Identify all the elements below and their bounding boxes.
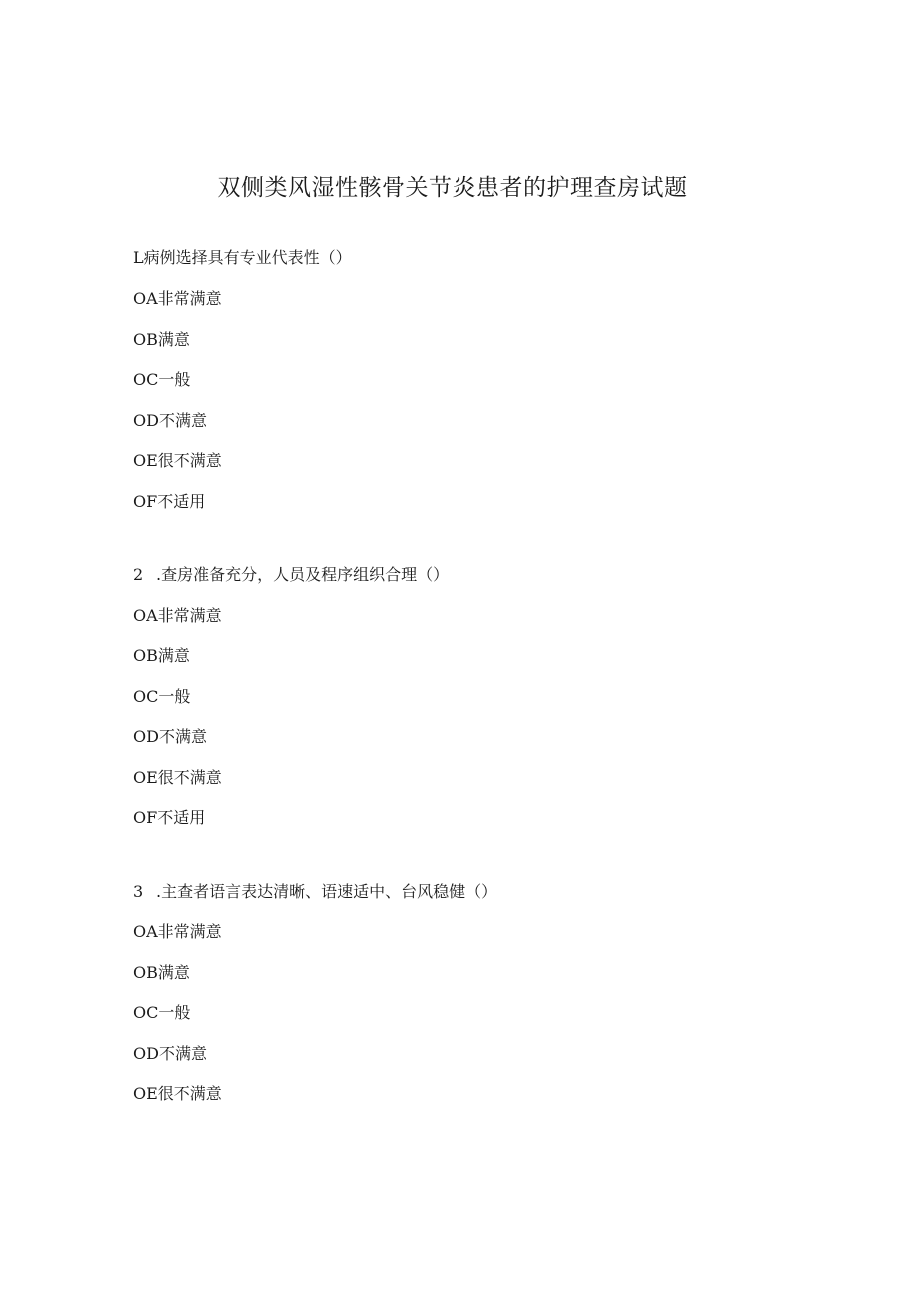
question-2-option-d: OD不满意 [133,727,207,746]
question-3-option-e: OE很不满意 [133,1084,222,1103]
question-1-text: L病例选择具有专业代表性（） [133,248,352,267]
question-3-option-d: OD不满意 [133,1044,207,1063]
question-3 [133,881,497,903]
question-1-option-f: OF不适用 [133,492,206,511]
question-2-option-e: OE很不满意 [133,768,222,787]
question-2-number: 2 [133,565,144,584]
question-3-option-a: OA非常满意 [133,922,222,941]
question-2 [133,564,449,586]
question-1-option-b: OB满意 [133,330,190,349]
question-3-text: .主查者语言表达清晰、语速适中、台风稳健（） [156,882,498,901]
question-1-option-a: OA非常满意 [133,289,222,308]
question-3-option-b: OB满意 [133,963,190,982]
question-3-option-c: OC一般 [133,1003,191,1022]
question-2-text: .查房准备充分，人员及程序组织合理（） [156,565,450,584]
document-title: 双侧类风湿性骸骨关节炎患者的护理查房试题 [217,175,688,201]
question-2-option-a: OA非常满意 [133,606,222,625]
question-2-option-b: OB满意 [133,646,190,665]
question-3-number: 3 [133,882,144,901]
question-2-option-f: OF不适用 [133,808,206,827]
question-1-option-c: OC一般 [133,370,191,389]
question-1-option-d: OD不满意 [133,411,207,430]
question-2-option-c: OC一般 [133,687,191,706]
question-1 [133,247,352,269]
question-1-option-e: OE很不满意 [133,451,222,470]
